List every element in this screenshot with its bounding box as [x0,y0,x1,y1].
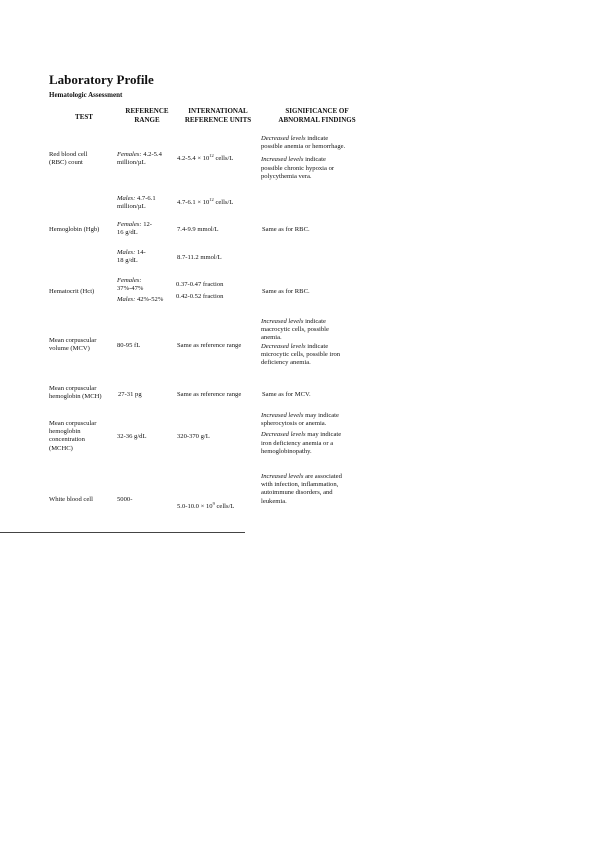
mchc-ref: 32-36 g/dL [117,433,147,440]
mchc-test-line1: Mean corpuscular [49,420,97,427]
rbc-test-line2: (RBC) count [49,159,83,167]
mchc-test-line2: hemoglobin [49,428,81,436]
hgb-test: Hemoglobin (Hgb) [49,226,100,233]
mcv-sig2-em: Decreased levels [261,342,306,350]
hgb-male-intl: 8.7-11.2 mmol/L [177,254,222,261]
mchc-sig2-em: Decreased levels [261,431,306,439]
hct-male-label: Males: [117,296,136,304]
mchc-sig1-em: Increased levels [261,412,304,419]
hct-female-value: 37%-47% [117,285,144,293]
mchc-sig2-line2: iron deficiency anemia or a [261,439,334,447]
rbc-significance [261,135,381,181]
wbc-test: White blood cell [49,496,93,503]
hgb-female-value: 12- [141,221,152,228]
rbc-test-line1: Red blood cell [49,151,88,158]
mcv-sig2-line3: deficiency anemia. [261,359,311,367]
mcv-intl: Same as reference range [177,342,242,349]
mch-significance: Same as for MCV. [262,391,311,398]
hgb-male-value: 14- [135,249,146,256]
rbc-sig1-line2: possible anemia or hemorrhage. [261,143,346,151]
mchc-sig1-rest: may indicate [303,412,339,419]
mcv-significance [261,318,381,367]
mchc-sig1-line2: spherocytosis or anemia. [261,420,327,428]
rbc-test [49,151,87,167]
header-significance [262,107,372,125]
rbc-male-intl [177,199,233,207]
rbc-female-value: 4.2-5.4 [141,151,162,158]
mcv-ref: 80-95 fL [117,342,141,349]
hct-test: Hematocrit (Hct) [49,288,95,295]
mcv-test-line1: Mean corpuscular [49,337,97,344]
header-reference-range [117,107,177,125]
header-reference-line2: RANGE [134,116,160,124]
hct-intl [176,281,223,301]
rbc-female-intl-exp: 12 [209,153,214,158]
wbc-intl-unit: cells/L [214,503,235,510]
rbc-female-unit: million/µL [117,159,146,167]
rbc-male-value: 4.7-6.1 [135,195,156,202]
rbc-male-intl-base: 4.7-6.1 × 10 [177,199,210,206]
wbc-sig-line4: leukemia. [261,497,287,505]
mchc-significance [261,412,381,456]
header-test: TEST [75,113,93,121]
hgb-female-label: Females: [117,221,142,228]
mcv-sig2-rest: indicate [305,342,329,350]
mch-intl: Same as reference range [177,391,242,398]
wbc-intl [177,503,234,511]
rbc-sig2-line2: possible chronic hypoxia or [261,164,335,172]
hct-significance: Same as for RBC. [262,288,310,295]
page-title: Laboratory Profile [49,72,154,87]
rbc-sig1-rest: indicate [305,135,329,142]
wbc-ref: 5000- [117,496,133,503]
mchc-test-line4: (MCHC) [49,444,73,452]
hgb-significance: Same as for RBC. [262,226,310,233]
wbc-sig-rest: are associated [303,473,342,480]
hct-female-intl: 0.37-0.47 fraction [176,281,224,288]
hgb-male-range [117,249,146,265]
mchc-sig2-line3: hemoglobinopathy. [261,447,312,455]
hgb-female-range [117,221,152,237]
wbc-sig-line3: autoimmune disorders, and [261,489,333,497]
mcv-test [49,337,96,353]
mchc-intl: 320-370 g/L [177,433,210,440]
header-international-line1: INTERNATIONAL [188,107,248,115]
rbc-male-range [117,195,156,211]
mcv-sig1-em: Increased levels [261,318,304,325]
rbc-female-intl [177,155,233,163]
wbc-sig-em: Increased levels [261,473,304,480]
rbc-sig2-rest: indicate [303,156,326,164]
wbc-intl-base: 5.0-10.0 × 10 [177,503,213,510]
mcv-sig1-line2: macrocytic cells, possible [261,326,329,334]
rbc-female-label: Females: [117,151,142,158]
mch-test-line2: hemoglobin (MCH) [49,393,102,401]
rbc-male-intl-exp: 12 [209,197,214,202]
hgb-female-intl: 7.4-9.9 mmol/L [177,226,219,233]
mcv-sig2-line2: microcytic cells, possible iron [261,350,341,358]
section-title: Hematologic Assessment [49,91,123,99]
rbc-male-intl-unit: cells/L [213,199,234,206]
rbc-female-intl-base: 4.2-5.4 × 10 [177,155,210,162]
rbc-sig2-em: Increased levels [261,156,304,164]
hct-male-intl: 0.42-0.52 fraction [176,293,224,301]
hgb-female-line2: 16 g/dL [117,229,138,237]
rbc-female-intl-unit: cells/L [213,155,234,162]
mcv-sig1-line3: anemia. [261,334,282,342]
header-international-line2: REFERENCE UNITS [184,116,252,124]
hct-male-value: 42%-52% [135,296,164,304]
header-significance-line1: SIGNIFICANCE OF [285,107,349,115]
hct-range [117,277,163,305]
footer-rule [0,532,245,533]
rbc-sig1-em: Decreased levels [261,135,306,142]
rbc-male-label: Males: [117,195,136,202]
rbc-male-unit: million/µL [117,203,146,211]
header-significance-line2: ABNORMAL FINDINGS [278,116,356,124]
rbc-sig2-line3: polycythemia vera. [261,172,312,180]
hgb-male-line2: 18 g/dL [117,257,138,265]
wbc-intl-exp: 9 [212,501,215,506]
mch-test-line1: Mean corpuscular [49,385,97,392]
header-reference-line1: REFERENCE [125,107,169,115]
mchc-sig2-rest: may indicate [305,431,342,439]
rbc-female-range [117,151,162,167]
hgb-male-label: Males: [117,249,136,256]
header-international-units [177,107,259,125]
mch-test [49,385,102,401]
hct-female-label: Females: [117,277,142,284]
mcv-sig1-rest: indicate [303,318,326,325]
mch-ref: 27-31 pg [118,391,142,398]
mchc-test [49,420,96,453]
mchc-test-line3: concentration [49,436,85,444]
mcv-test-line2: volume (MCV) [49,345,90,353]
wbc-significance [261,473,381,506]
wbc-sig-line2: with infection, inflammation, [261,481,339,489]
